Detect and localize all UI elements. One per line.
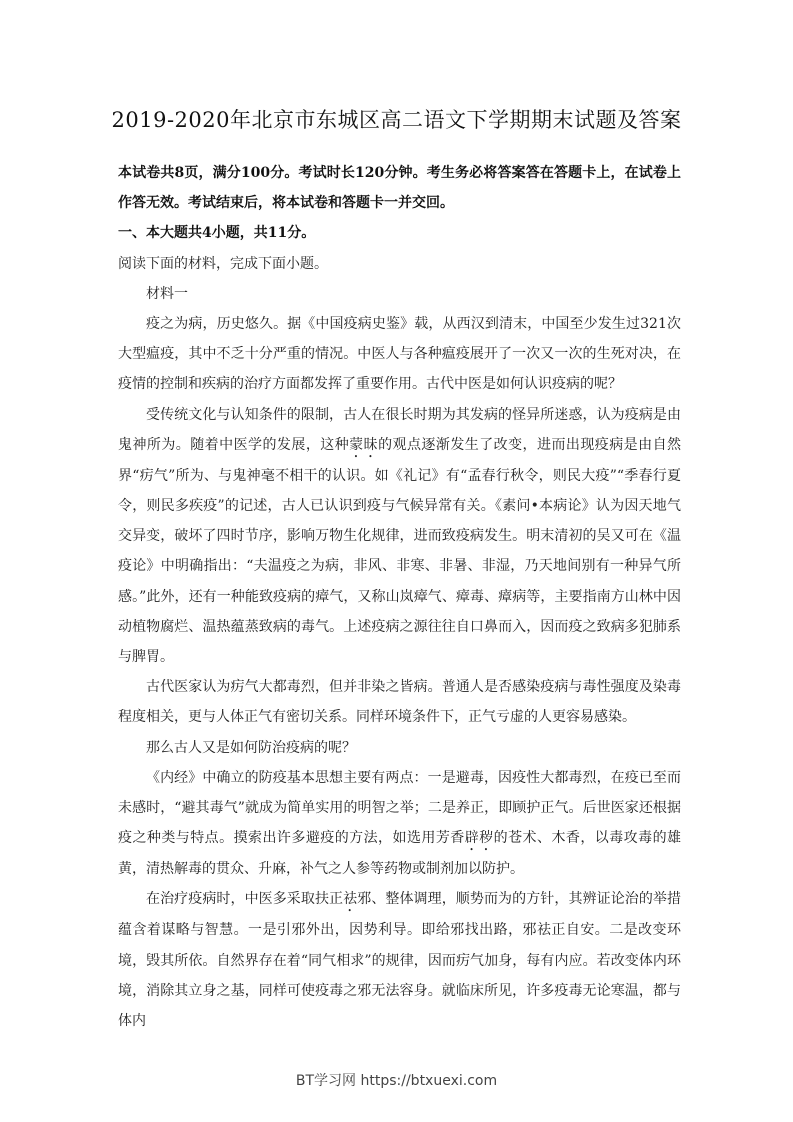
emphasized-word-mengmei: 蒙昧 [349, 436, 379, 453]
paragraph-6-part-a: 在治疗疫病时，中医多采取扶正 [146, 891, 344, 908]
material-label: 材料一 [146, 285, 188, 302]
exam-notice: 本试卷共8页，满分100分。考试时长120分钟。考生务必将答案答在答题卡上，在试卷上作答无效。考试结束后，将本试卷和答题卡一并交回。 [118, 165, 681, 212]
section-heading: 一、本大题共4小题，共11分。 [118, 225, 316, 242]
emphasized-word-bihui: 辟秽 [464, 830, 494, 847]
paragraph-5-part-a: 《内经》中确立的防疫基本思想主要有两点：一是避毒，因疫性大都毒烈，在疫已至而未感时，“避其毒气”就成为简单实用的明智之举；二是养正，即顾护正气。后世医家还根据疫之种类与特点。摸索出许多避疫的方法，如选用芳香 [118, 769, 681, 847]
paragraph-6-part-b: 邪、整体调理，顺势而为的方针，其辨证论治的举措蕴含着谋略与智慧。一是引邪外出，因势利导。即给邪找出路，邪祛正自安。二是改变环境，毁其所依。自然界存在着“同气相求”的规律，因而疠气加身，每有内应。若改变体内环境，消除其立身之基，同样可使疫毒之邪无法容身。就临床所见，许多疫毒无论寒温，都与体内 [118, 891, 682, 1030]
page-title: 2019-2020年北京市东城区高二语文下学期期末试题及答案 [111, 108, 682, 132]
emphasized-word-qu: 祛 [343, 891, 358, 908]
paragraph-2-part-a: 受传统文化与认知条件的限制，古人在很长时期为其发病的怪异所迷惑，认为疫病是由鬼神所为。随着中医学的发展，这种 [118, 406, 681, 453]
paragraph-2-part-b: 的观点逐渐发生了改变，进而出现疫病是由自然界“疠气”所为、与鬼神毫不相干的认识。如《礼记》有“孟春行秋令，则民大疫”“季春行夏令，则民多疾疫”的记述，古人已认识到疫与气候异常有关。《素问•本病论》认为因天地气交异变，破坏了四时节序，影响万物生化规律，进而致疫病发生。明末清初的吴又可在《温疫论》中明确指出：“夫温疫之为病，非风、非寒、非暑、非湿，乃天地间别有一种异气所感。”此外，还有一种能致疫病的瘴气，又称山岚瘴气、瘴毒、瘴病等，主要指南方山林中因动植物腐烂、温热蕴蒸致病的毒气。上述疫病之源往往自口鼻而入，因而疫之致病多犯肺系与脾胃。 [118, 436, 682, 666]
paragraph-3: 古代医家认为疠气大都毒烈，但并非染之皆病。普通人是否感染疫病与毒性强度及染毒程度相关，更与人体正气有密切关系。同样环境条件下，正气亏虚的人更容易感染。 [118, 679, 681, 726]
paragraph-1: 疫之为病，历史悠久。据《中国疫病史鉴》载，从西汉到清末，中国至少发生过321次大型瘟疫，其中不乏十分严重的情况。中医人与各种瘟疫展开了一次又一次的生死对决，在疫情的控制和疾病的治疗方面都发挥了重要作用。古代中医是如何认识疫病的呢？ [118, 316, 681, 393]
paragraph-4: 那么古人又是如何防治疫病的呢？ [146, 739, 356, 756]
paragraph-2 [118, 400, 681, 673]
paragraph-6 [118, 884, 681, 1036]
document-body [118, 158, 681, 1036]
reading-instruction: 阅读下面的材料，完成下面小题。 [118, 255, 328, 272]
footer-watermark-link[interactable]: BT学习网 https://btxuexi.com [295, 1073, 498, 1089]
paragraph-5 [118, 763, 681, 885]
paragraph-5-part-b: 的苍术、木香，以毒攻毒的雄黄，清热解毒的贯众、升麻，补气之人参等药物或制剂加以防护。 [118, 830, 682, 878]
